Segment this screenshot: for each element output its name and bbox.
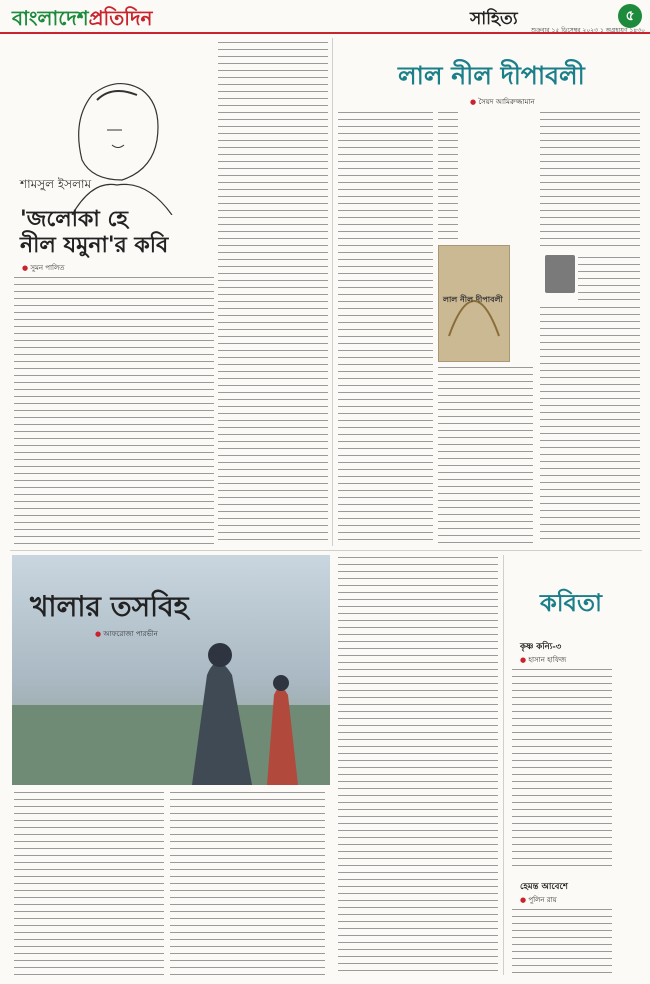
poem-2-body (512, 907, 612, 975)
logo-part-2: প্রতিদিন (88, 6, 153, 30)
article-2-author: ● সৈয়দ আমিরুজ্জামান (470, 96, 535, 108)
article-2-body-col-2b (438, 365, 533, 545)
section-divider (10, 550, 642, 551)
article-3-author: ● আফরোজা পারভীন (95, 628, 158, 640)
photo-caption: শামসুল ইসলাম (20, 177, 92, 191)
article-3-title[interactable]: খালার তসবিহ (30, 590, 189, 623)
article-3-body-col-1 (14, 790, 164, 975)
book-cover (438, 245, 510, 362)
poem-1-body (512, 667, 612, 867)
logo-part-1: বাংলাদেশ (12, 6, 89, 30)
article-2-body-col-2 (438, 110, 458, 245)
column-divider (332, 38, 333, 546)
article-1-title-line-1[interactable]: 'জলোকা হে (20, 206, 128, 232)
poem-2-title[interactable]: হেমন্ত আবেশে (520, 882, 568, 892)
article-1-author: ● সুমন পালিত (22, 262, 65, 274)
article-2-body-col-3c (540, 305, 640, 545)
article-2-title[interactable]: লাল নীল দীপাবলী (398, 61, 585, 90)
article-2-body-col-1 (338, 110, 433, 545)
poem-2-author: ● পুলিন রায় (520, 894, 557, 906)
section-title: সাহিত্য (470, 9, 518, 29)
dateline: শুক্রবার ১৫ ডিসেম্বর ২০২৩ ১ অগ্রহায়ণ ১৪৩০ (531, 27, 645, 34)
article-2-body-col-3 (540, 110, 640, 250)
newspaper-logo[interactable] (12, 4, 152, 37)
page-number: ৫ (618, 4, 642, 28)
author-photo (545, 255, 575, 293)
article-3-body-col-3 (338, 555, 498, 975)
poem-1-author: ● হাসান হাফিজ (520, 654, 566, 666)
article-1-body-left (14, 275, 214, 545)
poem-1-title[interactable]: কৃষ্ণ কন্যি-৩ (520, 642, 562, 652)
article-2-body-col-3b (578, 255, 640, 305)
poetry-heading: কবিতা (540, 588, 602, 617)
book-cover-title: লাল নীল দীপাবলী (443, 294, 503, 304)
poetry-divider (503, 555, 504, 975)
article-3-body-col-2 (170, 790, 325, 975)
article-1-body-mid (218, 40, 328, 545)
article-1-title-line-2[interactable]: নীল যমুনা'র কবি (20, 232, 169, 258)
